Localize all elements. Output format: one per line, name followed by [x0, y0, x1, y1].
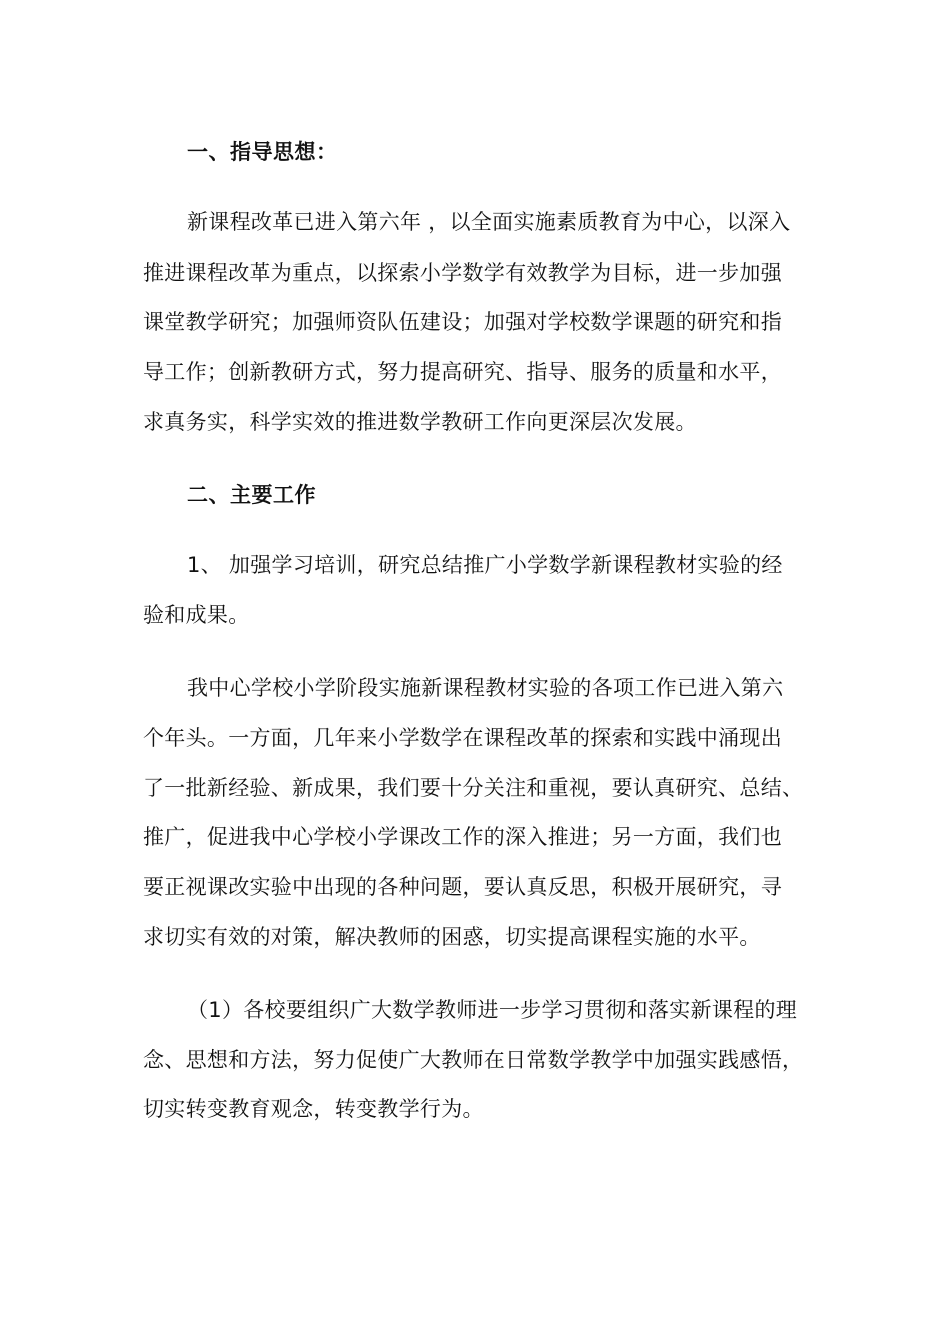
paragraph-line: 验和成果。	[143, 603, 250, 627]
paragraph-line: 我中心学校小学阶段实施新课程教材实验的各项工作已进入第六	[187, 676, 784, 700]
paragraph-line: 推进课程改革为重点，以探索小学数学有效教学为目标，进一步加强	[143, 261, 782, 285]
paragraph-line: 推广，促进我中心学校小学课改工作的深入推进；另一方面，我们也	[143, 825, 782, 849]
paragraph-line: 1、 加强学习培训，研究总结推广小学数学新课程教材实验的经	[187, 553, 783, 577]
paragraph-line: 课堂教学研究；加强师资队伍建设；加强对学校数学课题的研究和指	[143, 310, 782, 334]
paragraph-line: 导工作；创新教研方式，努力提高研究、指导、服务的质量和水平，	[143, 360, 782, 384]
section-heading-main-work: 二、主要工作	[187, 483, 316, 507]
paragraph-line: 切实转变教育观念，转变教学行为。	[143, 1097, 484, 1121]
paragraph-line: （1）各校要组织广大数学教师进一步学习贯彻和落实新课程的理	[187, 998, 798, 1022]
paragraph-line: 个年头。一方面，几年来小学数学在课程改革的探索和实践中涌现出	[143, 726, 782, 750]
paragraph-line: 求切实有效的对策，解决教师的困惑，切实提高课程实施的水平。	[143, 925, 761, 949]
paragraph-line: 了一批新经验、新成果，我们要十分关注和重视，要认真研究、总结、	[143, 776, 804, 800]
paragraph-line: 新课程改革已进入第六年 ，以全面实施素质教育为中心，以深入	[187, 210, 791, 234]
section-heading-guiding-ideology: 一、指导思想：	[187, 140, 338, 164]
paragraph-line: 求真务实，科学实效的推进数学教研工作向更深层次发展。	[143, 410, 697, 434]
paragraph-line: 要正视课改实验中出现的各种问题，要认真反思，积极开展研究，寻	[143, 875, 782, 899]
paragraph-line: 念、思想和方法，努力促使广大教师在日常数学教学中加强实践感悟，	[143, 1048, 804, 1072]
